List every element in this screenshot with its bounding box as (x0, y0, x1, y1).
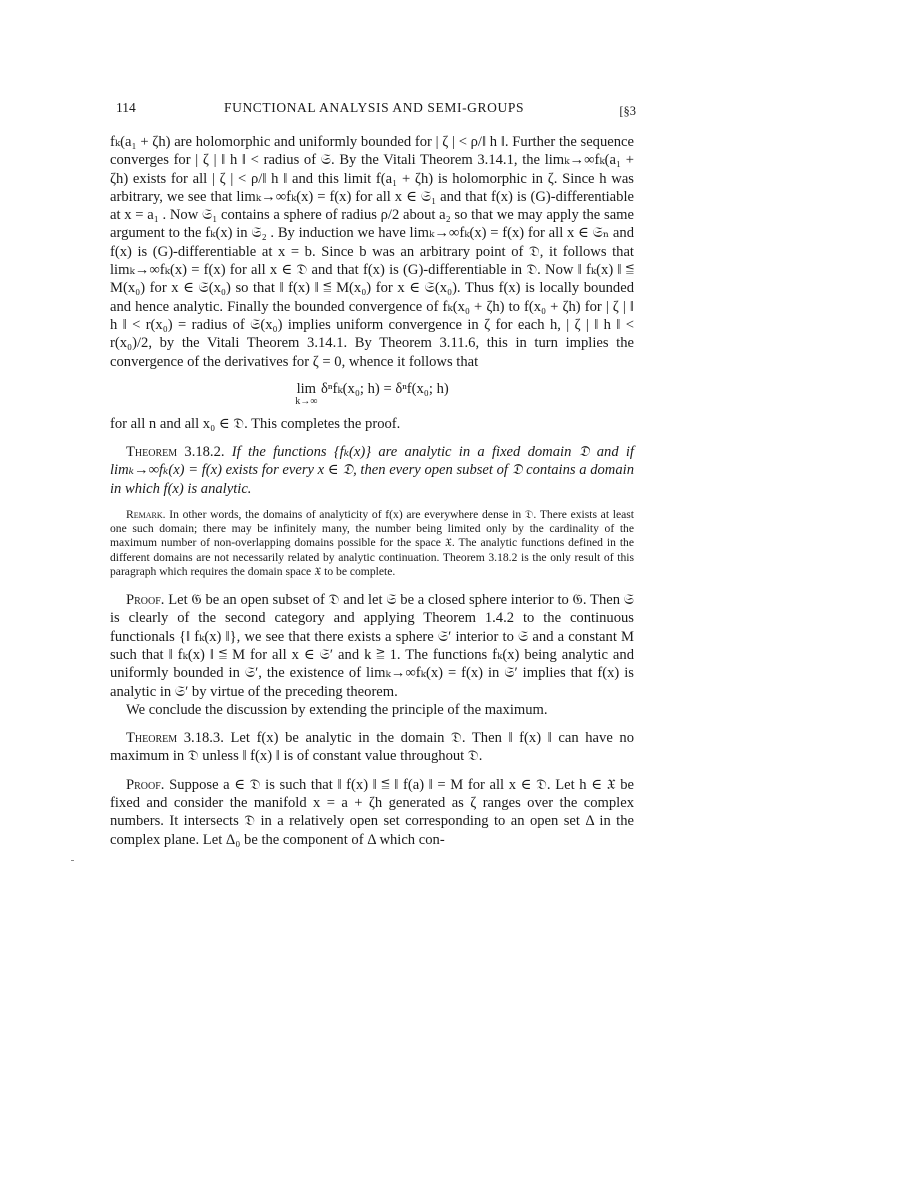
proof-text: Suppose a ∈ 𝔇 is such that ‖ f(x) ‖ ≦ ‖ f(a) ‖ = M for all x ∈ 𝔇. Let h ∈ 𝔛 be fixed and consider the manifold x = a + ζh generated as ζ ranges over the complex numbers. It intersects 𝔇 in a relatively open set corresponding to an open set Δ in the complex plane. Let Δ₀ be the component of Δ which con- (110, 776, 634, 848)
page-header (116, 100, 636, 120)
paragraph-proof-end: for all n and all x₀ ∈ 𝔇. This completes the proof. (110, 415, 401, 432)
paragraph-conclusion: We conclude the discussion by extending the principle of the maximum. (126, 701, 548, 718)
proof-text: Let 𝔊 be an open subset of 𝔇 and let 𝔖 be a closed sphere interior to 𝔊. Then 𝔖 is clearly of the second category and applying Theorem 1.4.2 to the continuous functionals {‖ fₖ(x) ‖}, we see that there exists a sphere 𝔖′ interior to 𝔖 and a constant M such that ‖ fₖ(x) ‖ ≦ M for all x ∈ 𝔖′ and k ≧ 1. The functions fₖ(x) being analytic and uniformly bounded in 𝔖′, the existence of limₖ→∞fₖ(x) = f(x) in 𝔖′ implies that f(x) is analytic in 𝔖′ by virtue of the preceding theorem. (110, 592, 634, 700)
page-number: 114 (116, 100, 136, 115)
page-body (110, 133, 634, 849)
theorem-3-18-2 (110, 443, 634, 498)
remark-text: In other words, the domains of analyticity of f(x) are everywhere dense in 𝔇. There exists at least one such domain; there may be infinitely many, the number being limited only by the cardinality of the maximum number of non-overlapping domains possible for the space 𝔛. The analytic functions defined in the different domains are not necessarily related by analytic continuation. Theorem 3.18.2 is the only result of this paragraph which requires the domain space 𝔛 to be complete. (110, 508, 634, 578)
proof-label: Proof. (126, 776, 165, 793)
section-marker: [§3 (619, 104, 636, 118)
formula-body: δⁿfₖ(x₀; h) = δⁿf(x₀; h) (321, 380, 449, 397)
theorem-label: Theorem 3.18.3. (126, 730, 224, 747)
running-title: FUNCTIONAL ANALYSIS AND SEMI-GROUPS (224, 100, 525, 115)
theorem-statement: Let f(x) be analytic in the domain 𝔇. Then ‖ f(x) ‖ can have no maximum in 𝔇 unless ‖ f(x) ‖ is of constant value throughout 𝔇. (110, 730, 635, 765)
proof-theorem-3-18-3 (110, 776, 634, 849)
proof-label: Proof. (126, 592, 165, 609)
limit-word: lim (296, 380, 317, 397)
theorem-label: Theorem 3.18.2. (126, 444, 225, 461)
limit-operator (295, 381, 317, 407)
theorem-3-18-3 (110, 729, 634, 766)
remark-label: Remark. (126, 508, 166, 522)
paragraph-proof-continuation: fₖ(a₁ + ζh) are holomorphic and uniformly bounded for | ζ | < ρ/‖ h ‖. Further the sequence converges for | ζ | ‖ h ‖ < radius of 𝔖. By the Vitali Theorem 3.14.1, the limₖ→∞fₖ(a₁ + ζh) exists for all | ζ | < ρ/‖ h ‖ and this limit f(a₁ + ζh) is holomorphic in ζ. Since h was arbitrary, we see that limₖ→∞fₖ(x) = f(x) for all x ∈ 𝔖₁ and that f(x) is (G)-differentiable at x = a₁ . Now 𝔖₁ contains a sphere of radius ρ/2 about a₂ so that we may apply the same argument to the fₖ(x) in 𝔖₂ . By induction we have limₖ→∞fₖ(x) = f(x) for all x ∈ 𝔖ₙ and f(x) is (G)-differentiable at x = b. Since b was an arbitrary point of 𝔇, it follows that limₖ→∞fₖ(x) = f(x) for all x ∈ 𝔇 and that f(x) is (G)-differentiable in 𝔇. Now ‖ fₖ(x) ‖ ≦ M(x₀) for x ∈ 𝔖(x₀) so that ‖ f(x) ‖ ≦ M(x₀) for x ∈ 𝔖(x₀). Thus f(x) is locally bounded and hence analytic. Finally the bounded convergence of fₖ(x₀ + ζh) to f(x₀ + ζh) for | ζ | ‖ h ‖ < r(x₀) = radius of 𝔖(x₀) implies uniform convergence in ζ for each h, | ζ | ‖ h ‖ < r(x₀)/2, by the Vitali Theorem 3.14.1. By Theorem 3.11.6, this in turn implies the convergence of the derivatives for ζ = 0, whence it follows that (110, 134, 634, 370)
limit-subscript: k→∞ (295, 395, 318, 407)
proof-theorem-3-18-2 (110, 591, 634, 701)
theorem-statement: If the functions {fₖ(x)} are analytic in a fixed domain 𝔇 and if limₖ→∞fₖ(x) = f(x) exists for every x ∈ 𝔇, then every open subset of 𝔇 contains a domain in which f(x) is analytic. (110, 444, 634, 497)
remark (110, 508, 634, 579)
margin-mark (71, 860, 74, 861)
limit-formula (110, 381, 634, 407)
